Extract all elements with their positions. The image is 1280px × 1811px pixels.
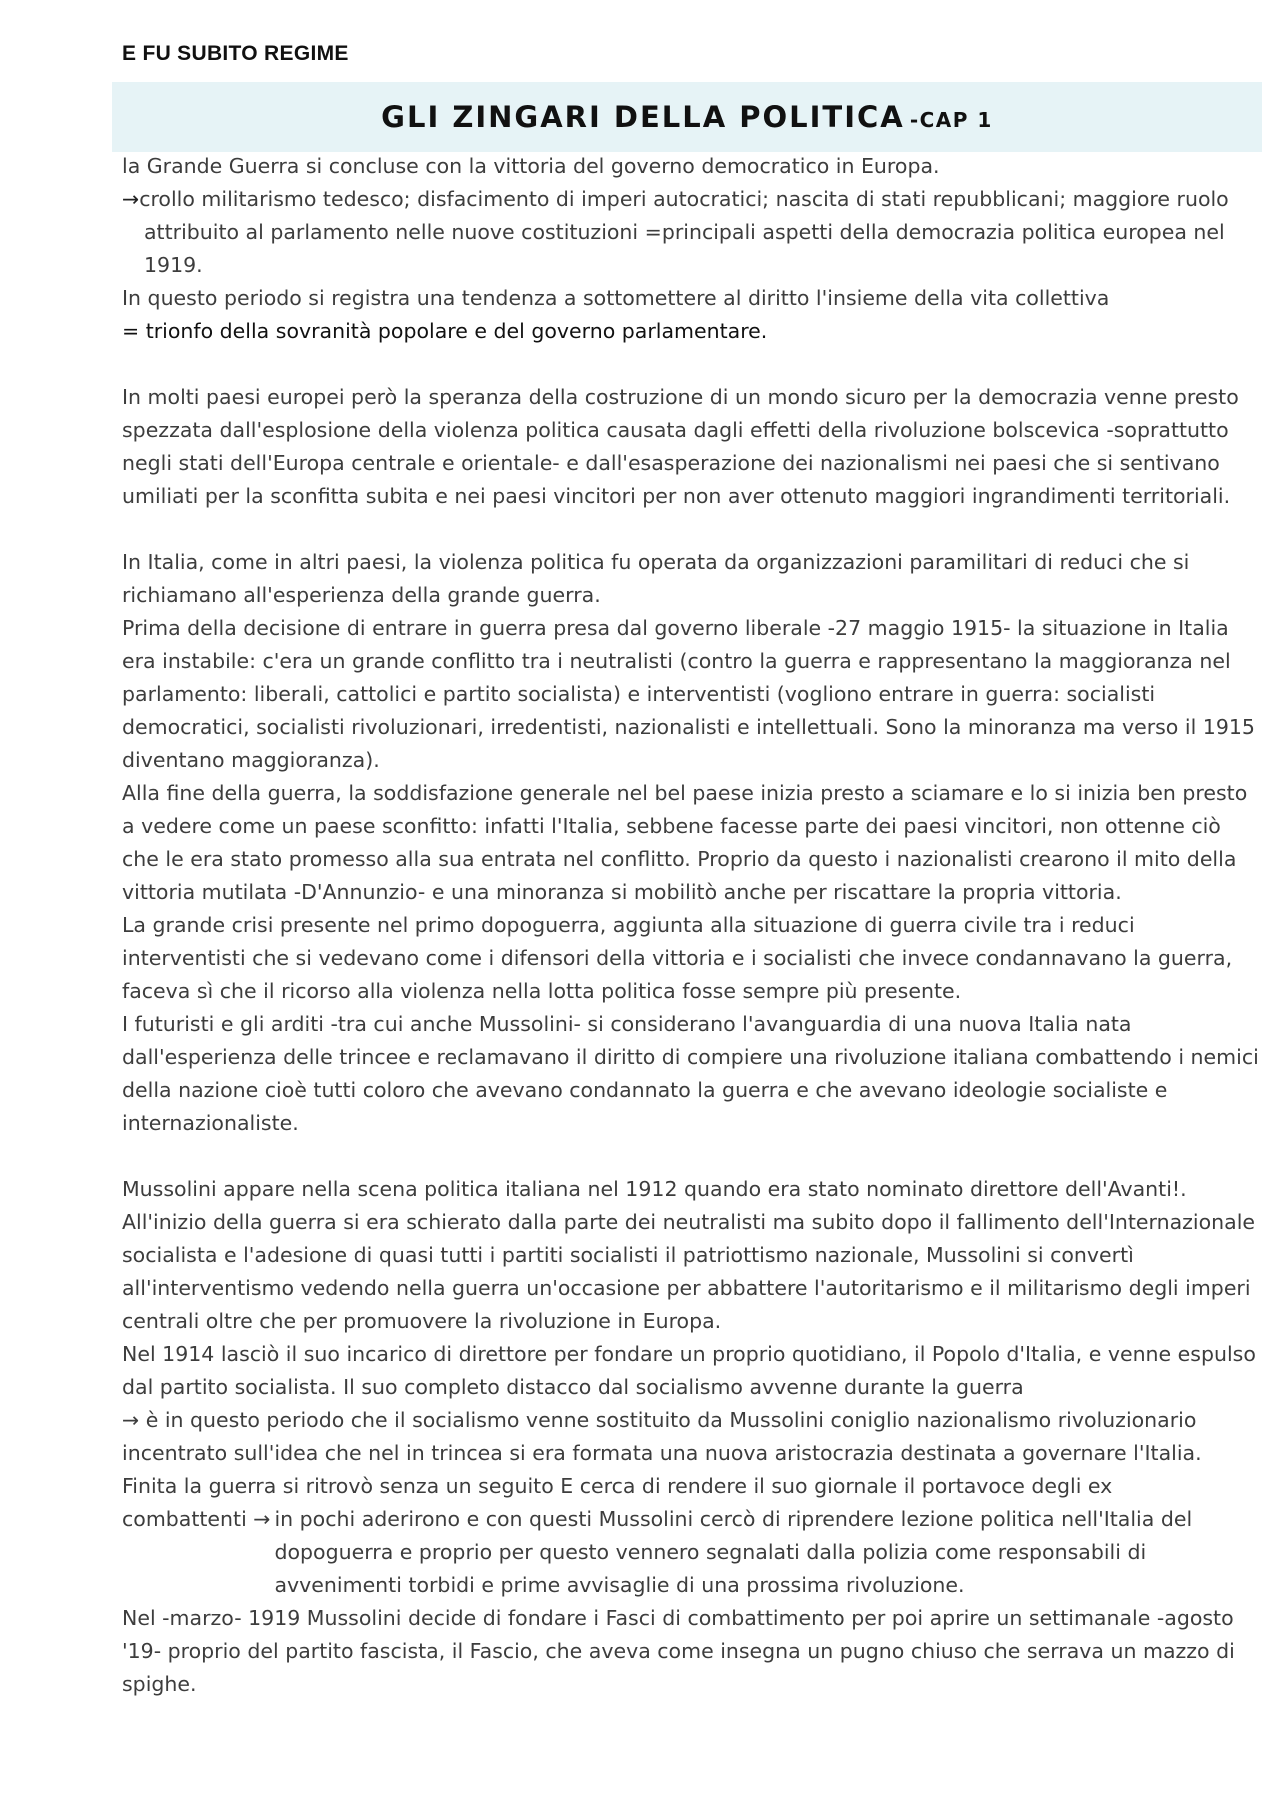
hanging-paragraph bbox=[122, 1503, 1262, 1602]
paragraph: In molti paesi europei però la speranza della costruzione di un mondo sicuro per la democrazia venne presto spezzata dall'esplosione della violenza politica causata dagli effetti della rivoluzione bolscevica -soprattutto negli stati dell'Europa centrale e orientale- e dall'esasperazione dei nazionalismi nei paesi che si sentivano umiliati per la sconfitta subita e nei paesi vincitori per non aver ottenuto maggiori ingrandimenti territoriali. bbox=[122, 385, 1239, 508]
hanging-label: combattenti → bbox=[122, 1507, 271, 1531]
paragraph: la Grande Guerra si concluse con la vittoria del governo democratico in Europa. bbox=[122, 154, 940, 178]
paragraph: I futuristi e gli arditi -tra cui anche Mussolini- si considerano l'avanguardia di una nuova Italia nata dall'esperienza delle trincee e reclamavano il diritto di compiere una rivoluzione italiana combattendo i nemici della nazione cioè tutti coloro che avevano condannato la guerra e che avevano ideologie socialiste e internazionaliste. bbox=[122, 1012, 1259, 1135]
arrow-paragraph bbox=[122, 183, 1262, 282]
hanging-text: in pochi aderirono e con questi Mussolini cercò di riprendere lezione politica nell'Italia del dopoguerra e proprio per questo vennero segnalati dalla polizia come responsabili di avvenimenti torbidi e prime avvisaglie di una prossima rivoluzione. bbox=[274, 1507, 1193, 1597]
paragraph: → è in questo periodo che il socialismo venne sostituito da Mussolini coniglio nazionalismo rivoluzionario incentrato sull'idea che nel in trincea si era formata una nuova aristocrazia destinata a governare l'Italia. bbox=[122, 1408, 1202, 1465]
title-banner bbox=[112, 82, 1262, 152]
paragraph: Nel 1914 lasciò il suo incarico di direttore per fondare un proprio quotidiano, il Popolo d'Italia, e venne espulso dal partito socialista. Il suo completo distacco dal socialismo avvenne durante la guerra bbox=[122, 1342, 1256, 1399]
arrow-icon: → bbox=[122, 187, 140, 211]
highlight-line: = trionfo della sovranità popolare e del governo parlamentare. bbox=[122, 319, 768, 343]
spacer bbox=[122, 513, 1262, 546]
paragraph: Alla fine della guerra, la soddisfazione generale nel bel paese inizia presto a sciamare e lo si inizia ben presto a vedere come un paese sconfitto: infatti l'Italia, sebbene facesse parte dei paesi vincitori, non ottenne ciò che le era stato promesso alla sua entrata nel conflitto. Proprio da questo i nazionalisti crearono il mito della vittoria mutilata -D'Annunzio- e una minoranza si mobilitò anche per riscattare la propria vittoria. bbox=[122, 781, 1248, 904]
paragraph-text: crollo militarismo tedesco; disfacimento di imperi autocratici; nascita di stati repubblicani; maggiore ruolo attribuito al parlamento nelle nuove costituzioni =principali aspetti della democrazia politica europea nel 1919. bbox=[139, 187, 1229, 277]
chapter-title: GLI ZINGARI DELLA POLITICA bbox=[381, 100, 905, 134]
chapter-number: -CAP 1 bbox=[909, 108, 993, 132]
paragraph: Finita la guerra si ritrovò senza un seguito E cerca di rendere il suo giornale il portavoce degli ex bbox=[122, 1474, 1113, 1498]
document-body bbox=[122, 150, 1262, 1701]
paragraph: Mussolini appare nella scena politica italiana nel 1912 quando era stato nominato direttore dell'Avanti!. bbox=[122, 1177, 1187, 1201]
section-heading: E FU SUBITO REGIME bbox=[122, 42, 349, 65]
spacer bbox=[122, 348, 1262, 381]
paragraph: In Italia, come in altri paesi, la violenza politica fu operata da organizzazioni paramilitari di reduci che si richiamano all'esperienza della grande guerra. bbox=[122, 550, 1190, 607]
paragraph: In questo periodo si registra una tendenza a sottomettere al diritto l'insieme della vita collettiva bbox=[122, 286, 1110, 310]
spacer bbox=[122, 1140, 1262, 1173]
paragraph: All'inizio della guerra si era schierato dalla parte dei neutralisti ma subito dopo il fallimento dell'Internazionale socialista e l'adesione di quasi tutti i partiti socialisti il patriottismo nazionale, Mussolini si convertì all'interventismo vedendo nella guerra un'occasione per abbattere l'autoritarismo e il militarismo degli imperi centrali oltre che per promuovere la rivoluzione in Europa. bbox=[122, 1210, 1256, 1333]
page bbox=[122, 34, 1262, 74]
paragraph: Prima della decisione di entrare in guerra presa dal governo liberale -27 maggio 1915- la situazione in Italia era instabile: c'era un grande conflitto tra i neutralisti (contro la guerra e rappresentano la maggioranza nel parlamento: liberali, cattolici e partito socialista) e interventisti (vogliono entrare in guerra: socialisti democratici, socialisti rivoluzionari, irredentisti, nazionalisti e intellettuali. Sono la minoranza ma verso il 1915 diventano maggioranza). bbox=[122, 616, 1255, 772]
paragraph: La grande crisi presente nel primo dopoguerra, aggiunta alla situazione di guerra civile tra i reduci interventisti che si vedevano come i difensori della vittoria e i socialisti che invece condannavano la guerra, faceva sì che il ricorso alla violenza nella lotta politica fosse sempre più presente. bbox=[122, 913, 1233, 1003]
paragraph: Nel -marzo- 1919 Mussolini decide di fondare i Fasci di combattimento per poi aprire un settimanale -agosto '19- proprio del partito fascista, il Fascio, che aveva come insegna un pugno chiuso che serrava un mazzo di spighe. bbox=[122, 1606, 1235, 1696]
